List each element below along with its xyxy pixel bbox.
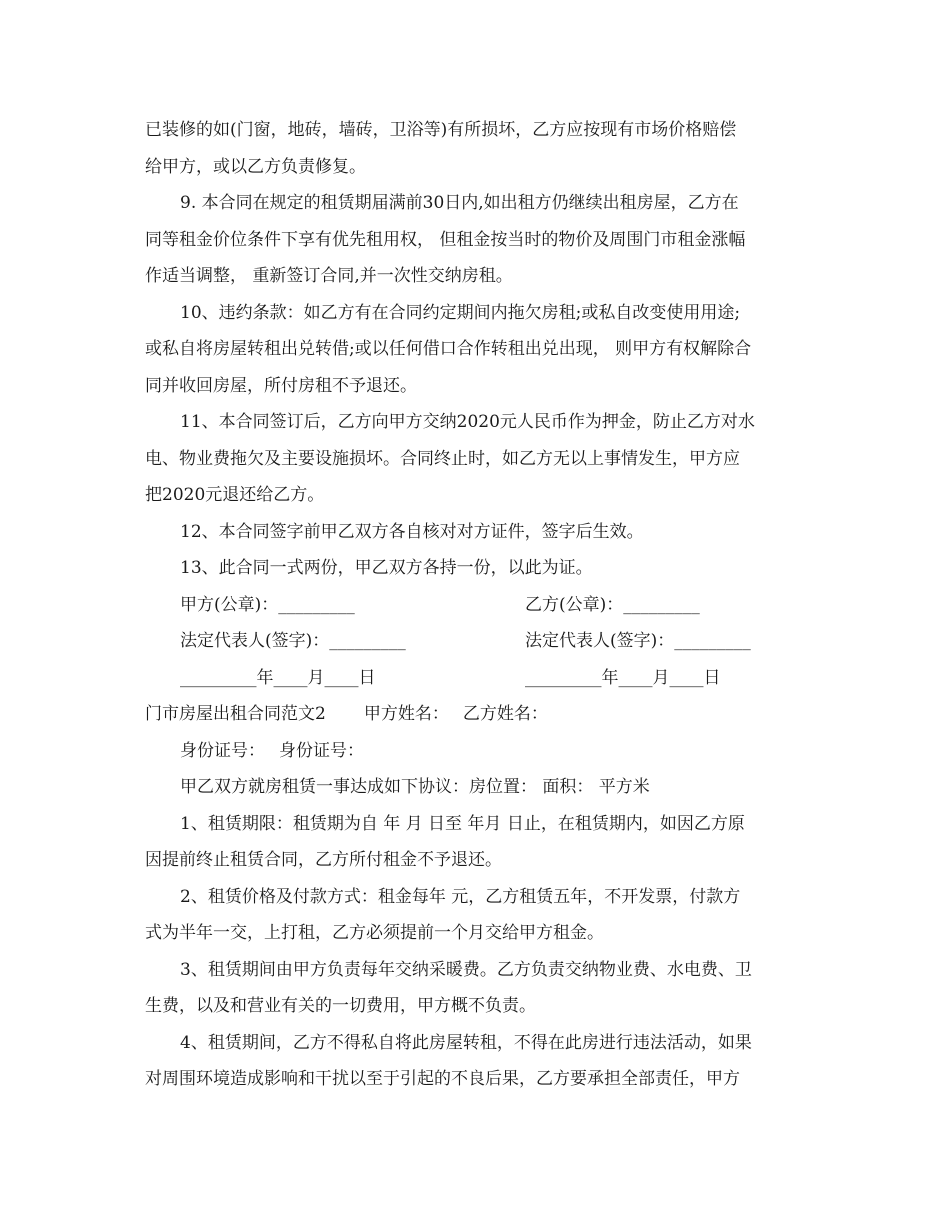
party-b-id-label: 身份证号： <box>279 740 364 761</box>
text-line: 已装修的如(门窗，地砖，墙砖，卫浴等)有所损坏，乙方应按现有市场价格赔偿 <box>145 120 737 140</box>
second-contract-title: 门市房屋出租合同范文2 <box>145 704 326 724</box>
text-line: 电、物业费拖欠及主要设施损坏。合同终止时，如乙方无以上事情发生，甲方应 <box>145 448 740 469</box>
clause-4: 4、租赁期间，乙方不得私自将此房屋转租，不得在此房进行违法活动，如果 <box>180 1032 752 1053</box>
text-line: 因提前终止租赁合同，乙方所付租金不予退还。 <box>145 850 502 870</box>
party-b-date: _________年____月____日 <box>525 667 721 688</box>
text-line: 生费，以及和营业有关的一切费用，甲方概不负责。 <box>145 996 536 1016</box>
text-line: 同并收回房屋，所付房租不予退还。 <box>145 375 417 396</box>
party-a-seal: 甲方(公章)：_________ <box>180 594 355 615</box>
text-line: 同等租金价位条件下享有优先租用权， 但租金按当时的物价及周围门市租金涨幅 <box>145 229 746 250</box>
party-b-name-label: 乙方姓名： <box>462 704 548 724</box>
party-a-name-label: 甲方姓名： <box>363 704 449 724</box>
text-line: 对周围环境造成影响和干扰以至于引起的不良后果，乙方要承担全部责任，甲方 <box>145 1069 740 1089</box>
signature-row-rep <box>145 623 807 660</box>
text-line: 式为半年一交，上打租，乙方必须提前一个月交给甲方租金。 <box>145 923 604 943</box>
signature-row-seal <box>145 587 807 624</box>
second-contract-header <box>145 696 807 733</box>
party-a-id-label: 身份证号： <box>180 740 265 761</box>
party-b-rep: 法定代表人(签字)：_________ <box>525 631 751 651</box>
clause-9: 9. 本合同在规定的租赁期届满前30日内,如出租方仍继续出租房屋，乙方在 <box>180 193 739 213</box>
text-line: 给甲方，或以乙方负责修复。 <box>145 156 366 177</box>
clause-1: 1、租赁期限：租赁期为自 年 月 日至 年月 日止，在租赁期内，如因乙方原 <box>180 813 745 834</box>
party-a-rep: 法定代表人(签字)：_________ <box>180 631 406 651</box>
clause-13: 13、此合同一式两份，甲乙双方各持一份，以此为证。 <box>180 558 593 578</box>
clause-2: 2、租赁价格及付款方式：租金每年 元，乙方租赁五年，不开发票，付款方 <box>180 886 741 907</box>
document-body <box>145 112 807 1098</box>
clause-11: 11、本合同签订后，乙方向甲方交纳2020元人民币作为押金，防止乙方对水 <box>180 412 755 432</box>
id-row <box>145 733 807 770</box>
clause-12: 12、本合同签字前甲乙双方各自核对对方证件，签字后生效。 <box>180 521 644 542</box>
text-line: 作适当调整， 重新签订合同,并一次性交纳房租。 <box>145 266 513 286</box>
text-line: 或私自将房屋转租出兑转借;或以任何借口合作转租出兑出现， 则甲方有权解除合 <box>145 339 752 359</box>
signature-row-date <box>145 660 807 697</box>
party-b-seal: 乙方(公章)：_________ <box>525 594 700 615</box>
agreement-line: 甲乙双方就房租赁一事达成如下协议：房位置： 面积： 平方米 <box>180 777 650 797</box>
clause-10: 10、违约条款：如乙方有在合同约定期间内拖欠房租;或私自改变使用用途; <box>180 302 741 323</box>
clause-3: 3、租赁期间由甲方负责每年交纳采暖费。乙方负责交纳物业费、水电费、卫 <box>180 959 752 980</box>
party-a-date: _________年____月____日 <box>180 667 376 688</box>
text-line: 把2020元退还给乙方。 <box>145 485 325 505</box>
